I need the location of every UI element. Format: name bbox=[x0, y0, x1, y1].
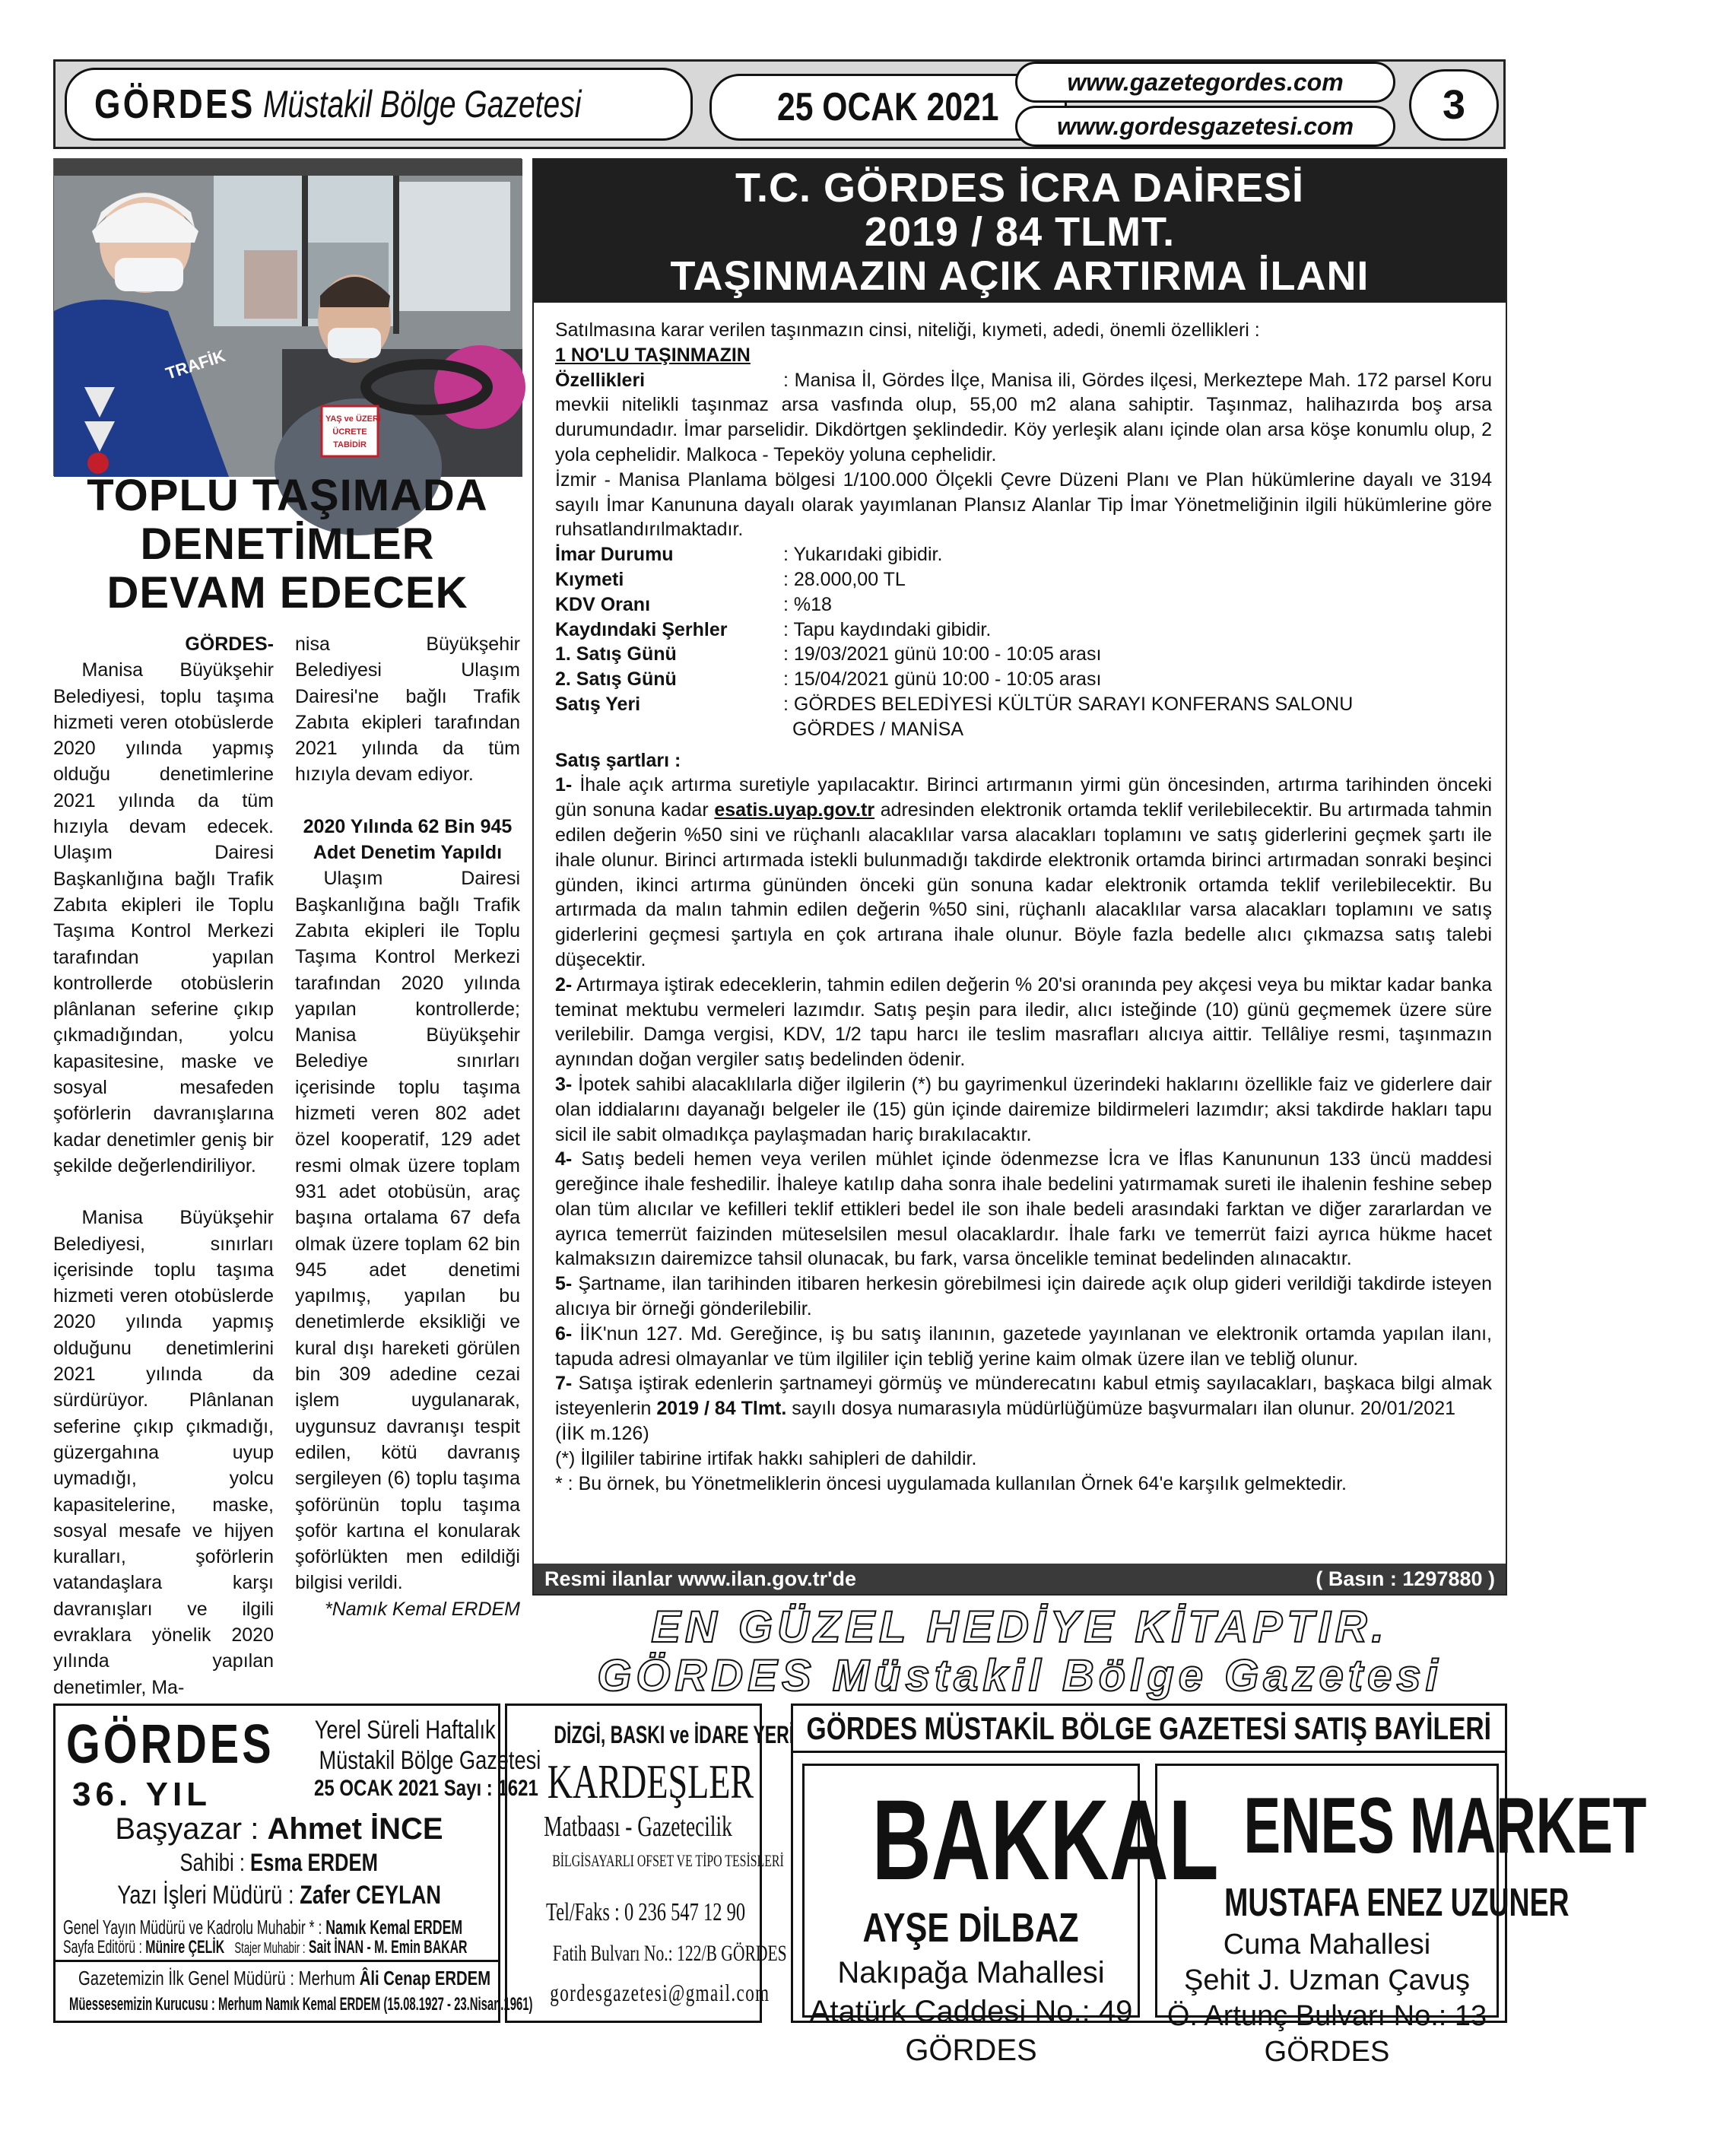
notice-row: Kaydındaki Şerhler : Tapu kaydındaki gibidir. bbox=[555, 618, 992, 640]
masthead-tagline: Müstakil Bölge Gazetesi bbox=[263, 83, 582, 125]
dealer-2-line-3: Ö. Artunç Bulvarı No.: 13 bbox=[1166, 2000, 1487, 2032]
notice-term-6: 6- İİK'nun 127. Md. Gereğince, iş bu satış ilanının, gazetede yayınlanan ve elektronik ortamda yapılan ilanı, tapuda adresi olmayanlar ve tüm ilgililer için tebliğ yerine kaim olmak üzere ilan ve tebliğ olunur. bbox=[555, 1322, 1492, 1370]
esatis-link[interactable]: esatis.uyap.gov.tr bbox=[714, 799, 875, 821]
slogan-line-1: EN GÜZEL HEDİYE KİTAPTIR. bbox=[651, 1602, 1389, 1652]
bus-inspection-illustration bbox=[54, 159, 522, 477]
legal-notice bbox=[532, 158, 1507, 1596]
notice-row: 1. Satış Günü : 19/03/2021 günü 10:00 - 10:05 arası bbox=[555, 643, 1102, 665]
imprint-first-gm: Gazetemizin İlk Genel Müdürü : Merhum Âli Cenap ERDEM bbox=[78, 1967, 491, 1989]
printer-email: gordesgazetesi@gmail.com bbox=[550, 1979, 770, 2006]
notice-plan-text: İzmir - Manisa Planlama bölgesi 1/100.000 Ölçekli Çevre Düzeni Planı ve Plan hükümlerine dayalı ve 3194 sayılı İmar Kanununa dayalı olarak yayımlanan Plansız Alanlar Tip İmar Yönetmeliğinin ilgili hükümlerine göre ruhsatlandırılmaktadır. bbox=[555, 468, 1492, 541]
notice-row: 2. Satış Günü : 15/04/2021 günü 10:00 - 10:05 arası bbox=[555, 668, 1102, 691]
notice-lot: 1 NO'LU TAŞINMAZIN bbox=[555, 344, 751, 366]
printer-address: Fatih Bulvarı No.: 122/B GÖRDES bbox=[552, 1941, 787, 1966]
notice-law-ref: (İİK m.126) bbox=[555, 1423, 649, 1445]
imprint-box bbox=[53, 1704, 541, 2023]
notice-term-7: 7- Satışa iştirak edenlerin şartnameyi görmüş ve münderecatını kabul etmiş sayılacakları, başkaca bilgi almak isteyenlerin 2019 / 84 Tlmt. sayılı dosya numarasıyla müdürlüğümüze başvurmaları ilan olunur. 20/01/2021 bbox=[555, 1373, 1492, 1420]
dealer-1-line-2: Atatürk Caddesi No.: 49 bbox=[809, 1995, 1133, 2028]
article-column-1 bbox=[53, 631, 274, 1700]
slogan bbox=[532, 1603, 1507, 1700]
notice-row: Kıymeti : 28.000,00 TL bbox=[555, 568, 906, 590]
notice-heading bbox=[534, 160, 1506, 303]
sign-line-1: 7 YAŞ ve ÜZERİ bbox=[319, 414, 381, 424]
printer-title: DİZGİ, BASKI ve İDARE YERİ bbox=[554, 1721, 795, 1748]
article-dateline: GÖRDES- bbox=[185, 633, 274, 655]
slogan-line-2: GÖRDES Müstakil Bölge Gazetesi bbox=[597, 1651, 1443, 1700]
dealer-1-big: BAKKAL bbox=[871, 1776, 1219, 1904]
dealer-1-name: AYŞE DİLBAZ bbox=[862, 1905, 1080, 1951]
imprint-editor: Yazı İşleri Müdürü : Zafer CEYLAN bbox=[117, 1881, 441, 1910]
dealer-2-name: MUSTAFA ENEZ UZUNER bbox=[1224, 1881, 1570, 1925]
notice-term-2: 2- Artırmaya iştirak edeceklerin, tahmin edilen değerin % 20'si oranında pey akçesi veya bu miktar kadar banka teminat mektubu vermeleri lazımdır. Satış peşin para iledir, alıcı isteğinde (10) günü geçmemek üzere süre verilebilir. Damga vergisi, KDV, 1/2 tapu harcı ile teslim masrafları alıcıya aittir. Tellâliye resmi, taşınmazın aynından doğan vergiler satış bedelinden ödenir. bbox=[555, 973, 1492, 1071]
imprint-type-1: Yerel Süreli Haftalık bbox=[315, 1716, 496, 1745]
article-paragraph: Manisa Büyükşehir Belediyesi, toplu taşıma hizmeti veren otobüslerde 2020 yılında yapmış olduğu denetimlerine 2021 yılında da tüm hızıyla devam edecek. Ulaşım Dairesi Başkanlığına bağlı Trafik Zabıta ekipleri ile Toplu Taşıma Kontrol Merkezi tarafından yapılan kontrollerde otobüslerin plânlanan seferine çıkıp çıkmadığından, yolcu kapasitesine, maske ve sosyal mesafeden şoförlerin davranışlarına kadar denetimler geniş bir şekilde değerlendiriliyor. bbox=[53, 659, 274, 1176]
dealers-box bbox=[791, 1704, 1647, 2068]
imprint-founder: Müessesemizin Kurucusu : Merhum Namık Kemal ERDEM (15.08.1927 - 23.Nisan.1961) bbox=[69, 1994, 533, 2015]
masthead-brand bbox=[65, 68, 693, 141]
imprint-type-2: Müstakil Bölge Gazetesi bbox=[319, 1746, 541, 1775]
notice-features-value: : Manisa İl, Gördes İlçe, Manisa ili, Gördes ilçesi, Merkeztepe Mah. 172 parsel Koru mevkii nitelikli taşınmaz arsa vasfında olup, 55,00 m2 alana sahiptir. Taşınmaz, halihazırda boş arsa durumundadır. İmar parselidir. Dikdörtgen şeklindedir. Köy yerleşik alanı içinde olan arsa köşe konumlu olup, 2 yola cephelidir. Malkoca - Tepeköy yoluna cephelidir. bbox=[555, 369, 1492, 465]
notice-intro: Satılmasına karar verilen taşınmazın cinsi, niteliği, kıymeti, adedi, önemli özellikleri : bbox=[555, 319, 1260, 341]
notice-footer-right: ( Basın : 1297880 ) bbox=[1316, 1567, 1495, 1590]
printer-facility: BİLGİSAYARLI OFSET VE TİPO TESİSLERİ bbox=[552, 1851, 784, 1870]
article-headline bbox=[53, 472, 522, 618]
imprint-issue: 25 OCAK 2021 Sayı : 1621 bbox=[314, 1776, 538, 1801]
dealers-title: GÖRDES MÜSTAKİL BÖLGE GAZETESİ SATIŞ BAYİLERİ bbox=[806, 1710, 1492, 1746]
notice-heading-line-3: TAŞINMAZIN AÇIK ARTIRMA İLANI bbox=[670, 253, 1370, 299]
printer-sub: Matbaası - Gazetecilik bbox=[544, 1811, 732, 1843]
article-column-2 bbox=[295, 631, 520, 1622]
notice-row: KDV Oranı : %18 bbox=[555, 593, 832, 615]
dealer-1-line-1: Nakıpağa Mahallesi bbox=[837, 1956, 1105, 1989]
notice-note-1: (*) İlgililer tabirine irtifak hakkı sahipleri de dahildir. bbox=[555, 1447, 977, 1469]
article-byline: *Namık Kemal ERDEM bbox=[325, 1598, 520, 1620]
masthead-url-1[interactable]: www.gazetegordes.com bbox=[1015, 62, 1395, 103]
article-paragraph: nisa Büyükşehir Belediyesi Ulaşım Dairesi'ne bağlı Trafik Zabıta ekipleri tarafından 2021 yılında da tüm hızıyla devam ediyor. bbox=[295, 633, 520, 786]
article-photo bbox=[53, 158, 522, 476]
jacket-text: TRAFİK bbox=[163, 346, 228, 383]
dealer-2-line-4: GÖRDES bbox=[1264, 2036, 1390, 2068]
article-subheading: 2020 Yılında 62 Bin 945 Adet Denetim Yapıldı bbox=[303, 815, 513, 864]
imprint-year: 36. YIL bbox=[72, 1776, 212, 1813]
masthead-date-text: 25 OCAK 2021 bbox=[777, 85, 999, 129]
notice-term-1: 1- İhale açık artırma suretiyle yapılacaktır. Birinci artırmanın yirmi gün öncesinden, artırma tarihinden önceki gün sonuna kadar esatis.uyap.gov.tr adresinden elektronik ortamda teklif verilebilecektir. Bu artırmada tahmin edilen değerin %50 sini ve rüçhanlı alacaklılar varsa alacakları toplamını ve satış giderlerini geçmek şartı ile ihale olunur. Birinci artırmada istekli bulunmadığı takdirde elektronik ortamda birinci artırmadan sonraki beşinci günden, ikinci artırma gününden önceki gün sonuna kadar elektronik ortamda teklif verilebilecektir. Bu artırmada da malın tahmin edilen değerin %50 sini, rüçhanlı alacaklılar varsa alacakları toplamını ve satış giderlerini geçmesi şartıyla en çok artırana ihale olunur. Böyle fazla bedelle alıcı çıkmazsa satış talebi düşecektir. bbox=[555, 774, 1493, 970]
dealer-card-2 bbox=[1155, 1764, 1647, 2068]
sign-line-2: ÜCRETE bbox=[332, 427, 367, 437]
sign-line-3: TABİDİR bbox=[333, 440, 367, 449]
imprint-chief: Başyazar : Ahmet İNCE bbox=[115, 1812, 443, 1846]
dealer-2-big: ENES MARKET bbox=[1243, 1782, 1647, 1870]
printer-name: KARDEŞLER bbox=[547, 1754, 754, 1808]
dealer-card-1 bbox=[802, 1764, 1219, 2067]
imprint-brand: GÖRDES bbox=[66, 1714, 275, 1775]
notice-heading-line-1: T.C. GÖRDES İCRA DAİRESİ bbox=[735, 165, 1305, 211]
dealer-2-line-2: Şehit J. Uzman Çavuş bbox=[1184, 1964, 1470, 1996]
dealer-1-line-3: GÖRDES bbox=[905, 2034, 1037, 2067]
printer-box bbox=[505, 1704, 795, 2023]
notice-place-line-2: GÖRDES / MANİSA bbox=[792, 718, 964, 740]
headline-line-2: DENETİMLER bbox=[140, 519, 435, 569]
article-paragraph: Ulaşım Dairesi Başkanlığına bağlı Trafik Zabıta ekipleri ile Toplu Taşıma Kontrol Merkezi tarafından 2020 yılında yapılan kontrollerde; Manisa Büyükşehir Belediye sınırları içerisinde toplu taşıma hizmeti veren 802 adet özel kooperatif, 129 adet resmi olmak üzere toplam 931 adet otobüsün, araç başına ortalama 67 defa olmak üzere toplam 62 bin 945 adet denetimi yapılmış, yapılan bu denetimlerde eksikliği ve kural dışı hareketi görülen bin 309 adedine cezai işlem uygulanarak, uygunsuz davranışı tespit edilen, kötü davranış sergileyen (6) toplu taşıma şoförünün toplu taşıma şoför kartına el konularak şoförlükten men edildiği bilgisi verildi. bbox=[295, 868, 520, 1594]
headline-line-3: DEVAM EDECEK bbox=[106, 568, 468, 618]
notice-note-2: * : Bu örnek, bu Yönetmeliklerin öncesi uygulamada kullanılan Örnek 64'e karşılık gelmektedir. bbox=[555, 1472, 1347, 1494]
masthead-brand-name: GÖRDES bbox=[94, 81, 256, 127]
notice-row: İmar Durumu : Yukarıdaki gibidir. bbox=[555, 544, 943, 566]
article-paragraph: Manisa Büyükşehir Belediyesi, sınırları içerisinde toplu taşıma hizmeti veren otobüslerde 2020 yılında yapmış olduğunu denetimlerini 2021 yılında da sürdürüyor. Plânlanan seferine çıkıp çıkmadığı, güzergahına uyup uymadığı, yolcu kapasitelerine, maske, sosyal mesafe ve hijyen kuralları, şoförlerin vatandaşlara karşı davranışları ve ilgili evraklara yönelik 2020 yılında yapılan denetimler, Ma- bbox=[53, 1207, 274, 1698]
notice-footer-left: Resmi ilanlar www.ilan.gov.tr'de bbox=[544, 1567, 857, 1590]
notice-term-3: 3- İpotek sahibi alacaklılarla diğer ilgilerin (*) bu gayrimenkul üzerindeki haklarını özellikle faiz ve giderlere dair olan iddialarını dayanağı belgeler ile (15) gün içinde dairemize bildirmeleri lazımdır; aksi takdirde hakları tapu sicil ile sabit olmadıkça paylaşmadan hariç bırakılacaktır. bbox=[555, 1073, 1492, 1145]
notice-terms-label: Satış şartları : bbox=[555, 749, 681, 771]
masthead bbox=[53, 59, 1506, 149]
notice-term-5: 5- Şartname, ilan tarihinden itibaren herkesin görebilmesi için dairede açık olup gideri verildiği takdirde isteyen alıcıya bir örneği gönderilebilir. bbox=[555, 1273, 1492, 1320]
notice-body bbox=[555, 318, 1492, 1496]
printer-phone: Tel/Faks : 0 236 547 12 90 bbox=[545, 1898, 746, 1926]
masthead-url-2[interactable]: www.gordesgazetesi.com bbox=[1015, 106, 1395, 147]
imprint-staff: Sayfa Editörü : Münire ÇELİK Stajer Muhabir : Sait İNAN - M. Emin BAKAR bbox=[63, 1937, 468, 1958]
masthead-date bbox=[709, 74, 1067, 141]
notice-heading-line-2: 2019 / 84 TLMT. bbox=[864, 209, 1176, 255]
imprint-gm: Genel Yayın Müdürü ve Kadrolu Muhabir * : Namık Kemal ERDEM bbox=[63, 1916, 463, 1938]
notice-footer bbox=[534, 1564, 1506, 1594]
notice-features-label: Özellikleri bbox=[555, 369, 646, 391]
page-number: 3 bbox=[1409, 69, 1499, 141]
notice-row: Satış Yeri : GÖRDES BELEDİYESİ KÜLTÜR SARAYI KONFERANS SALONU bbox=[555, 693, 1354, 715]
notice-term-4: 4- Satış bedeli hemen veya verilen mühlet içinde ödenmezse İcra ve İflas Kanununun 133 üncü maddesi gereğince ihale feshedilir. İhaleye katılıp daha sonra ihale bedelini yatırmamak sureti ile ihalenin feshine sebep olan tüm alıcılar ve kefilleri teklif ettikleri bedel ile son ihale bedeli arasındaki farktan ve diğer zararlardan ve ayrıca temerrüt faizinden müteselsilen mesul olacaklardır. İhale farkı ve temerrüt faizi ayrıca hükme hacet kalmaksızın dairemizce tahsil olunacak, bu fark, varsa öncelikle teminat bedelinden alınacaktır. bbox=[555, 1148, 1492, 1270]
headline-line-1: TOPLU TAŞIMADA bbox=[87, 471, 488, 520]
imprint-owner: Sahibi : Esma ERDEM bbox=[179, 1849, 379, 1876]
dealer-2-line-1: Cuma Mahallesi bbox=[1223, 1929, 1431, 1961]
